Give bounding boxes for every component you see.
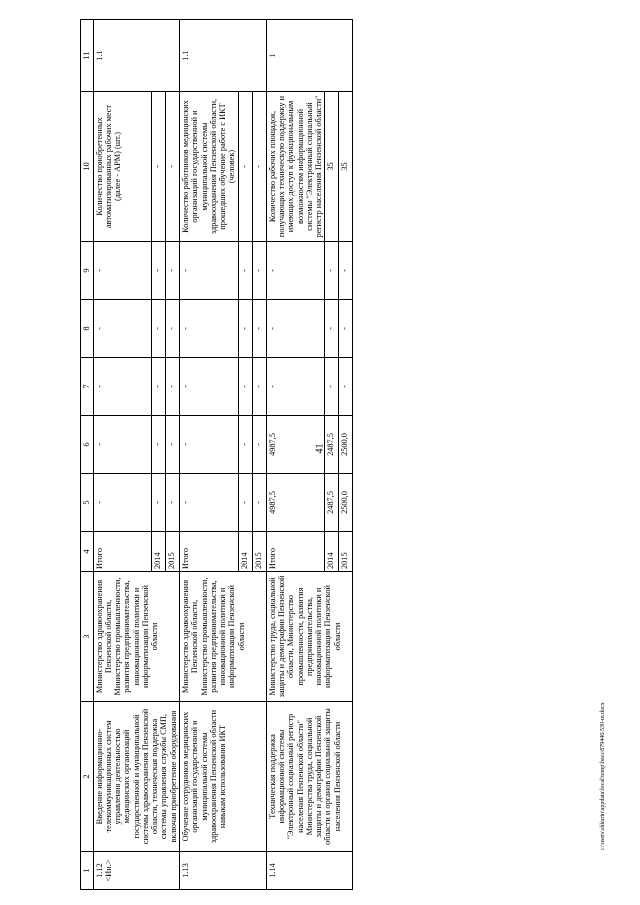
value-cell: -	[166, 242, 180, 300]
ref-cell: 1	[266, 20, 353, 92]
value-cell: -	[252, 242, 266, 300]
value-cell: -	[152, 300, 166, 358]
value-cell: -	[180, 358, 239, 416]
col-header: 10	[81, 92, 94, 242]
col-header: 5	[81, 474, 94, 532]
value-cell: -	[180, 416, 239, 474]
period-label: 2014	[325, 532, 339, 572]
value-cell: -	[93, 474, 152, 532]
value-cell: -	[152, 416, 166, 474]
value-cell: -	[266, 242, 325, 300]
value-cell: -	[252, 416, 266, 474]
value-cell: -	[252, 358, 266, 416]
value-cell: -	[325, 300, 339, 358]
period-label: 2015	[339, 532, 353, 572]
value-cell: -	[325, 358, 339, 416]
value-cell: -	[238, 92, 252, 242]
value-cell: -	[339, 242, 353, 300]
header-row	[81, 20, 94, 890]
value-cell: -	[238, 300, 252, 358]
period-label: 2014	[238, 532, 252, 572]
footer-file-path: c:\users\shkurin\appdata\local\temp\bacs\879446\530-m.docx	[600, 702, 606, 850]
value-cell: -	[325, 242, 339, 300]
period-label: 2015	[166, 532, 180, 572]
row-number: 1.14	[266, 852, 353, 890]
value-cell: -	[266, 358, 325, 416]
col-header: 9	[81, 242, 94, 300]
value-cell: -	[238, 474, 252, 532]
value-cell: 4987,5	[266, 416, 325, 474]
value-cell: -	[166, 92, 180, 242]
value-cell: -	[166, 416, 180, 474]
value-cell: -	[180, 474, 239, 532]
col-header: 3	[81, 572, 94, 702]
col-header: 4	[81, 532, 94, 572]
value-cell: -	[238, 416, 252, 474]
value-cell: -	[339, 358, 353, 416]
col-header: 7	[81, 358, 94, 416]
period-label: 2015	[252, 532, 266, 572]
value-cell: -	[238, 242, 252, 300]
activity-cell: Обучение сотрудников медицинских организаций государственной и муниципальной системы здравоохранения Пензенской области навыкам использования ИКТ	[180, 702, 267, 852]
col-header: 1	[81, 852, 94, 890]
value-cell: 35	[339, 92, 353, 242]
value-cell: -	[152, 92, 166, 242]
executors-cell: Министерство здравоохранения Пензенской области, Министерство промышленности, развития предпринимательства, инновационной политики и информатизации Пензенской области	[93, 572, 180, 702]
value-cell: -	[252, 474, 266, 532]
indicator-cell: Количество рабочих площадок, получающих техническую поддержку и имеющих доступ к функциональным возможностям информационной системы "Электронный социальный регистр населения Пензенской области"	[266, 92, 325, 242]
executors-cell: Министерство труда, социальной защиты и демографии Пензенской области, Министерство промышленности, развития предпринимательства, инновационной политики и информатизации Пензенской области	[266, 572, 353, 702]
value-cell: -	[93, 300, 152, 358]
value-cell: -	[252, 300, 266, 358]
table-row	[266, 20, 325, 890]
rotated-table-sheet	[80, 20, 575, 890]
value-cell: -	[93, 242, 152, 300]
value-cell: -	[238, 358, 252, 416]
value-cell: -	[180, 300, 239, 358]
table-row	[180, 20, 239, 890]
value-cell: -	[166, 474, 180, 532]
value-cell: 2487,5	[325, 416, 339, 474]
value-cell: -	[152, 358, 166, 416]
value-cell: 35	[325, 92, 339, 242]
value-cell: 4987,5	[266, 474, 325, 532]
activity-cell: Техническая поддержка информационной системы "Электронный социальный регистр населения Пензенской области" Министерства труда, социальной защиты и демографии Пензенской области и органов социальной защиты населения Пензенской области	[266, 702, 353, 852]
value-cell: -	[93, 416, 152, 474]
indicator-cell: Количество работников медицинских организаций государственной и муниципальной системы здравоохранения Пензенской области, прошедших обучение работе с ИКТ (человек)	[180, 92, 239, 242]
executors-cell: Министерство здравоохранения Пензенской области, Министерство промышленности, развития предпринимательства, инновационной политики и информатизации Пензенской области	[180, 572, 267, 702]
period-label: Итого	[266, 532, 325, 572]
period-label: 2014	[152, 532, 166, 572]
value-cell: -	[152, 242, 166, 300]
program-table	[80, 19, 353, 890]
value-cell: -	[166, 300, 180, 358]
col-header: 6	[81, 416, 94, 474]
activity-cell: Введение информационно-телекоммуникационных систем управления деятельностью медицинских организаций государственной и муниципальной системы здравоохранения Пензенской области, техническая поддержка системы управления службы СМП, включая приобретение оборудования	[93, 702, 180, 852]
ref-cell: 1.1	[93, 20, 180, 92]
value-cell: -	[252, 92, 266, 242]
value-cell: -	[339, 300, 353, 358]
col-header: 2	[81, 702, 94, 852]
page-number: 41	[314, 443, 326, 454]
row-number: 1.12 <Ин.>	[93, 852, 180, 890]
value-cell: -	[152, 474, 166, 532]
value-cell: -	[166, 358, 180, 416]
indicator-cell: Количество приобретенных автоматизированных рабочих мест (далее - АРМ) (шт.)	[93, 92, 152, 242]
value-cell: 2487,5	[325, 474, 339, 532]
row-number: 1.13	[180, 852, 267, 890]
value-cell: -	[93, 358, 152, 416]
ref-cell: 1.1	[180, 20, 267, 92]
table-row	[93, 20, 152, 890]
col-header: 11	[81, 20, 94, 92]
value-cell: -	[180, 242, 239, 300]
period-label: Итого	[180, 532, 239, 572]
value-cell: 2500,0	[339, 474, 353, 532]
value-cell: -	[266, 300, 325, 358]
col-header: 8	[81, 300, 94, 358]
value-cell: 2500,0	[339, 416, 353, 474]
period-label: Итого	[93, 532, 152, 572]
